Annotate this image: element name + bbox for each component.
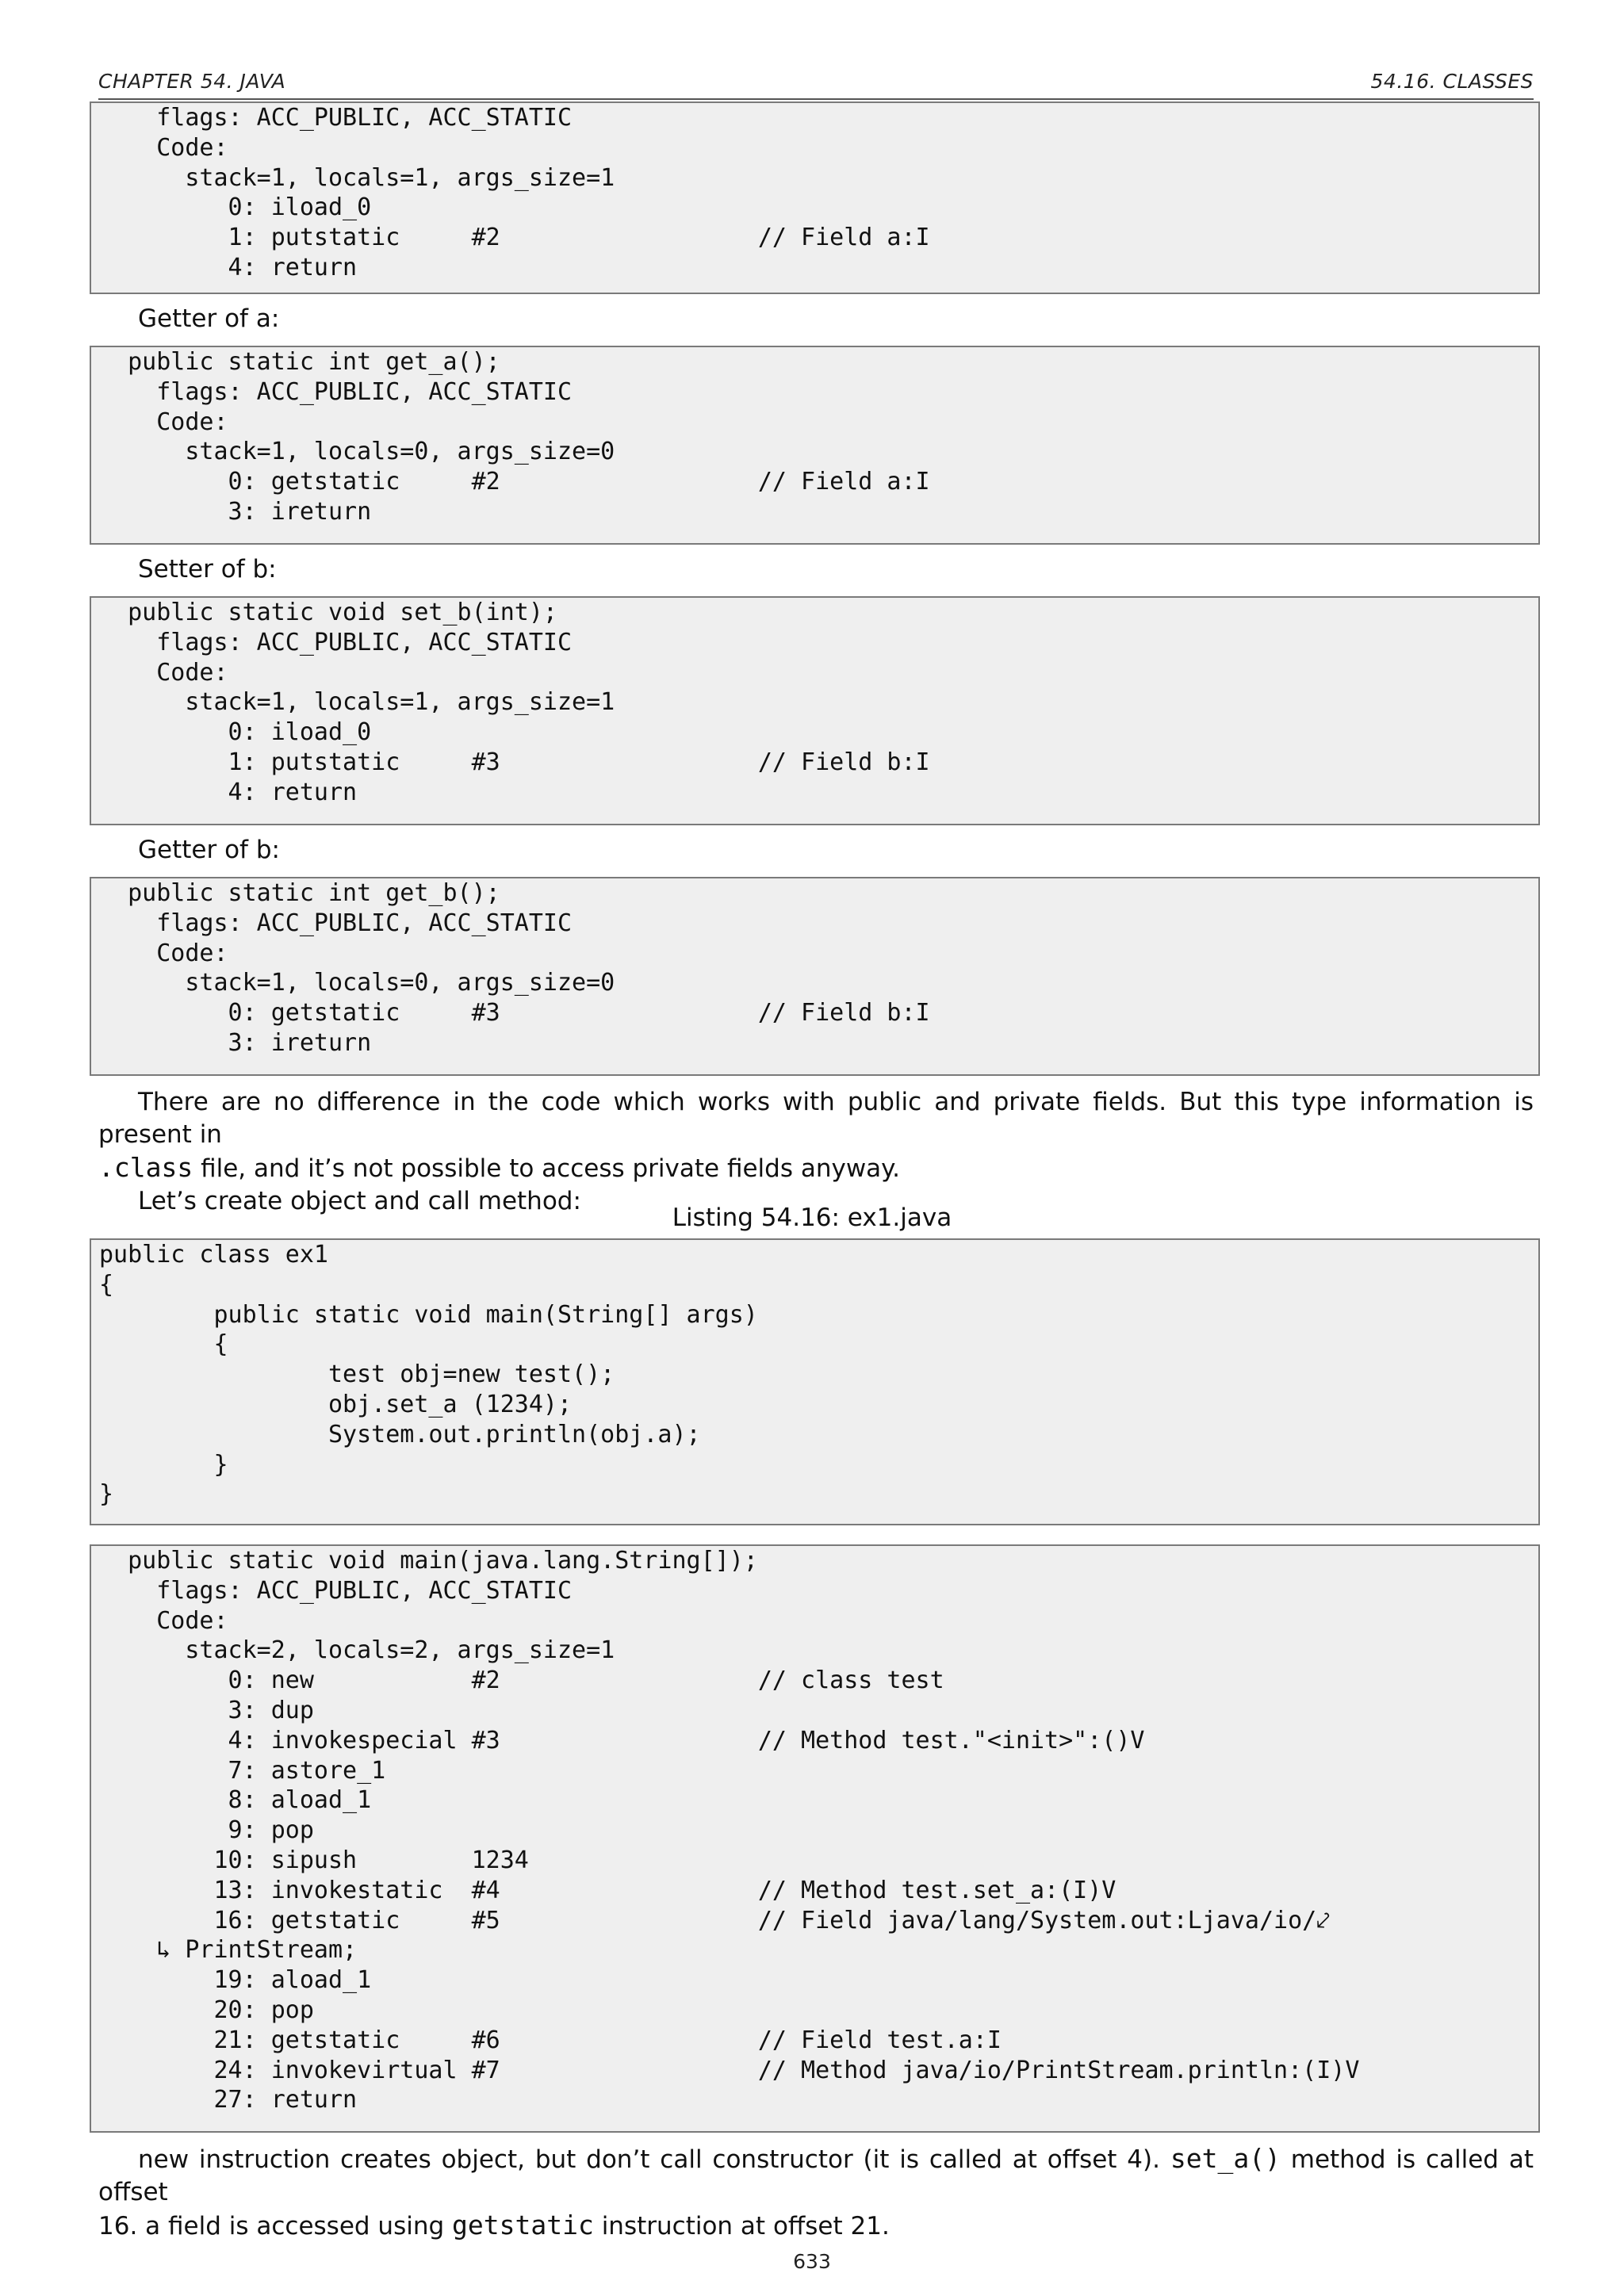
code-line: 16: getstatic #5 // Field java/lang/System.out:Ljava/io/⤦ bbox=[99, 1906, 1331, 1934]
code-line: public static int get_b(); bbox=[99, 879, 500, 907]
code-line: 24: invokevirtual #7 // Method java/io/PrintStream.println:(I)V bbox=[99, 2056, 1360, 2084]
code-line: stack=1, locals=0, args_size=0 bbox=[99, 438, 615, 466]
code-line: 3: ireturn bbox=[99, 497, 372, 526]
code-line: stack=1, locals=1, args_size=1 bbox=[99, 688, 615, 717]
getter-b-label: Getter of b: bbox=[138, 836, 280, 864]
code-line: Code: bbox=[99, 939, 228, 967]
code-line: { bbox=[99, 1270, 114, 1299]
code-line: 0: new #2 // class test bbox=[99, 1667, 944, 1695]
listing-caption: Listing 54.16: ex1.java bbox=[672, 1203, 952, 1232]
code-block-ex1-bytecode bbox=[90, 1544, 1540, 2133]
code-line: System.out.println(obj.a); bbox=[99, 1420, 701, 1448]
code-line: public static void main(java.lang.String[]); bbox=[99, 1547, 758, 1575]
code-line: 10: sipush 1234 bbox=[99, 1846, 529, 1874]
code-line: 8: aload_1 bbox=[99, 1786, 372, 1815]
code-block-setter-a-tail bbox=[90, 101, 1540, 294]
code-line: 20: pop bbox=[99, 1996, 314, 2024]
code-line: Code: bbox=[99, 408, 228, 436]
getter-a-label: Getter of a: bbox=[138, 304, 280, 333]
code-block-getter-b bbox=[90, 877, 1540, 1076]
code-block-setter-b bbox=[90, 596, 1540, 825]
code-line: flags: ACC_PUBLIC, ACC_STATIC bbox=[99, 377, 573, 406]
code-line: 27: return bbox=[99, 2086, 358, 2114]
code-line: 4: return bbox=[99, 253, 358, 281]
code-line: } bbox=[99, 1480, 114, 1509]
code-line: 0: getstatic #3 // Field b:I bbox=[99, 999, 930, 1027]
setter-b-label: Setter of b: bbox=[138, 555, 277, 584]
code-line: 4: invokespecial #3 // Method test."<init>":()V bbox=[99, 1726, 1145, 1755]
paragraph-explanation: new instruction creates object, but don’t call constructor (it is called at offset 4). set_a() method is called at offset 16. a field is accessed using getstatic instruction at offset 21. bbox=[98, 2143, 1534, 2241]
code-line: 13: invokestatic #4 // Method test.set_a:(I)V bbox=[99, 1876, 1116, 1904]
paragraph-private-fields: There are no difference in the code which works with public and private fields. But this type information is present in .class file, and it’s not possible to access private fields anyway. Let’s create object and call method: bbox=[98, 1088, 1534, 1215]
page-number: 633 bbox=[793, 2250, 831, 2273]
code-line: ↳ PrintStream; bbox=[99, 1936, 358, 1965]
code-line: flags: ACC_PUBLIC, ACC_STATIC bbox=[99, 104, 573, 132]
chapter-title: CHAPTER 54. JAVA bbox=[98, 70, 286, 93]
code-line: Code: bbox=[99, 133, 228, 162]
code-line: flags: ACC_PUBLIC, ACC_STATIC bbox=[99, 628, 573, 656]
code-line: stack=1, locals=1, args_size=1 bbox=[99, 163, 615, 192]
code-line: obj.set_a (1234); bbox=[99, 1390, 573, 1418]
code-line: flags: ACC_PUBLIC, ACC_STATIC bbox=[99, 1576, 573, 1605]
code-line: 0: iload_0 bbox=[99, 193, 372, 222]
code-line: public class ex1 bbox=[99, 1241, 328, 1269]
code-line: 1: putstatic #3 // Field b:I bbox=[99, 748, 930, 776]
code-line: } bbox=[99, 1450, 228, 1479]
code-line: 0: iload_0 bbox=[99, 718, 372, 747]
code-line: 7: astore_1 bbox=[99, 1756, 386, 1785]
code-line: 0: getstatic #2 // Field a:I bbox=[99, 468, 930, 496]
code-block-getter-a bbox=[90, 346, 1540, 545]
code-line: Code: bbox=[99, 1606, 228, 1635]
code-line: public static void set_b(int); bbox=[99, 599, 557, 626]
code-line: public static int get_a(); bbox=[99, 348, 500, 376]
code-line: stack=2, locals=2, args_size=1 bbox=[99, 1636, 615, 1665]
code-line: { bbox=[99, 1330, 228, 1359]
code-line: 3: ireturn bbox=[99, 1028, 372, 1057]
code-line: 4: return bbox=[99, 778, 358, 806]
running-header bbox=[98, 68, 1534, 100]
code-line: stack=1, locals=0, args_size=0 bbox=[99, 969, 615, 997]
code-line: 9: pop bbox=[99, 1816, 314, 1845]
code-line: Code: bbox=[99, 658, 228, 687]
code-line: public static void main(String[] args) bbox=[99, 1300, 758, 1329]
code-line: test obj=new test(); bbox=[99, 1360, 615, 1389]
code-line: 19: aload_1 bbox=[99, 1966, 372, 1995]
code-line: 1: putstatic #2 // Field a:I bbox=[99, 224, 930, 252]
code-line: 21: getstatic #6 // Field test.a:I bbox=[99, 2026, 1002, 2054]
code-block-ex1-source bbox=[90, 1238, 1540, 1525]
code-line: 3: dup bbox=[99, 1696, 314, 1724]
section-title: 54.16. CLASSES bbox=[1370, 70, 1534, 93]
code-line: flags: ACC_PUBLIC, ACC_STATIC bbox=[99, 909, 573, 937]
